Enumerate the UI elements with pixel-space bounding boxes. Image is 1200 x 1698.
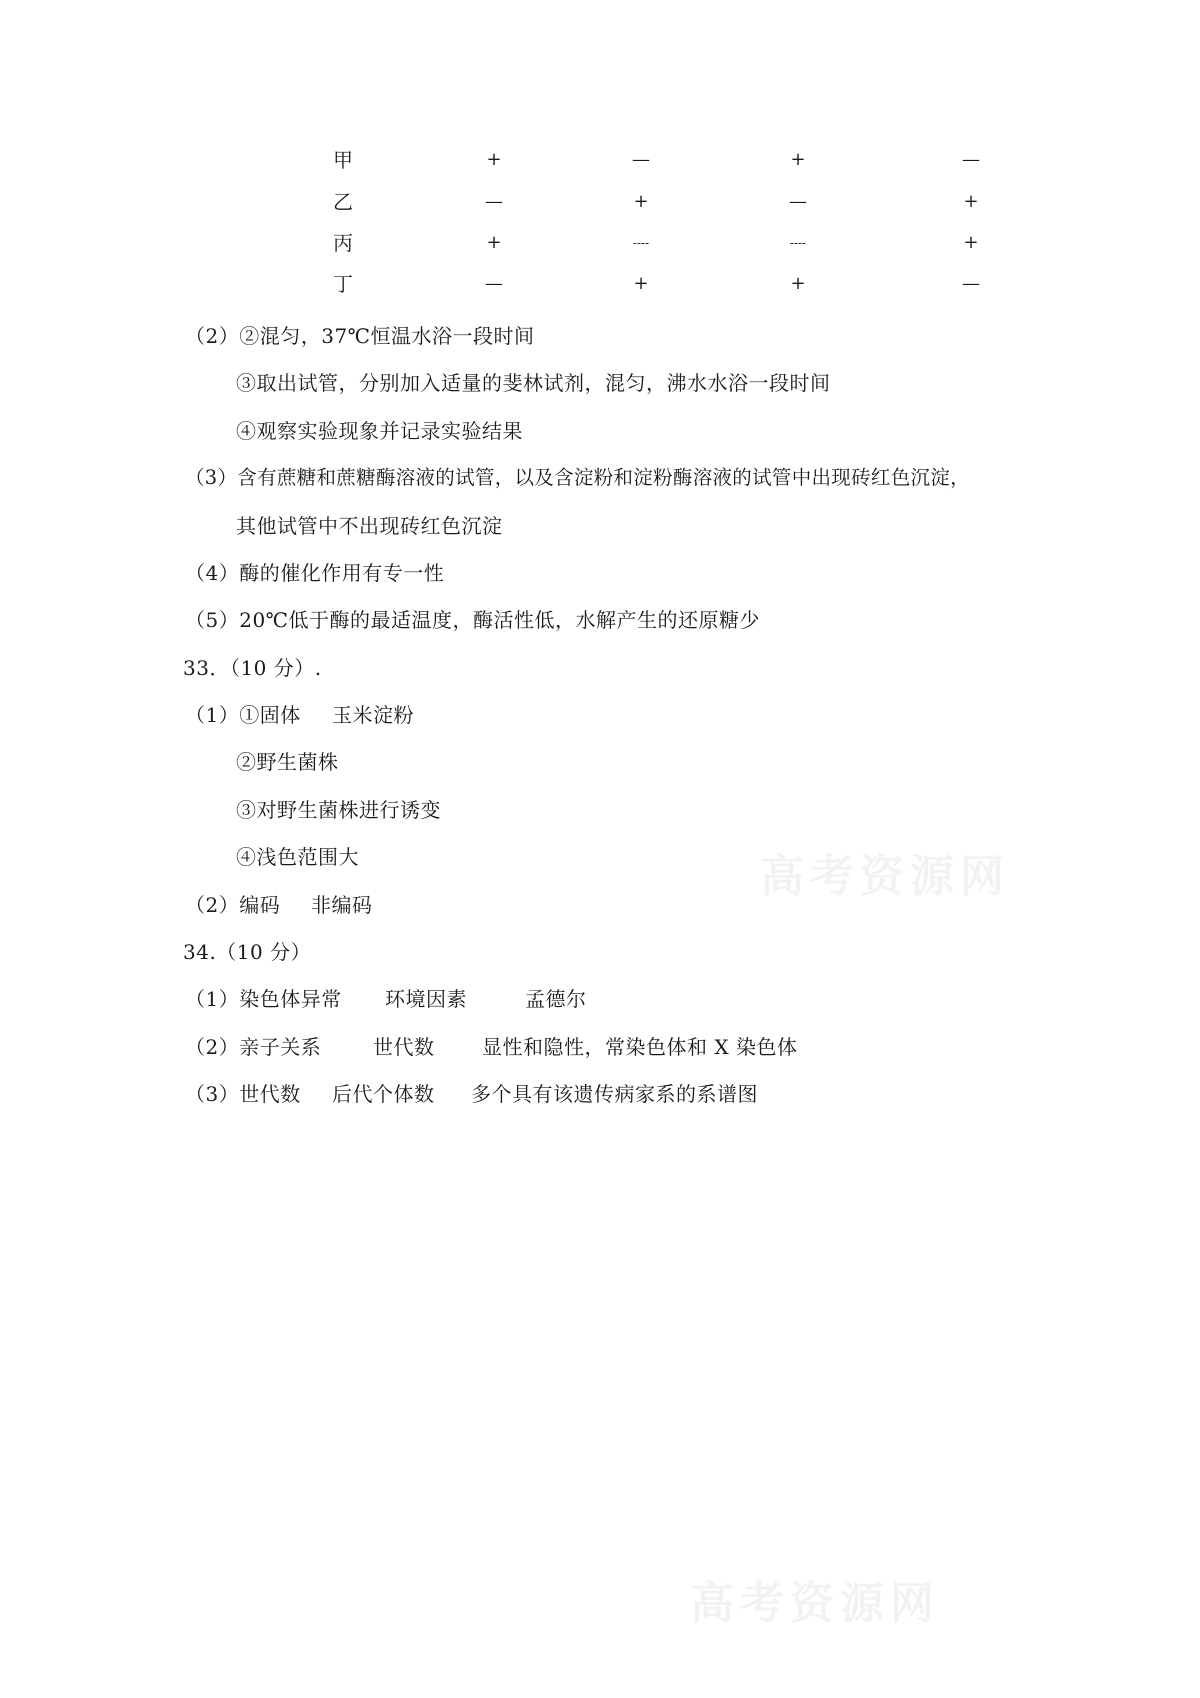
answer-line: ③取出试管，分别加入适量的斐林试剂，混匀，沸水水浴一段时间 xyxy=(236,371,831,395)
table-cell: + xyxy=(486,232,502,253)
table-cell: + xyxy=(790,273,806,294)
answer-term: 后代个体数 xyxy=(332,1082,435,1106)
answer-line: （4）酶的催化作用有专一性 xyxy=(185,561,445,585)
answer-term: 孟德尔 xyxy=(525,987,587,1011)
answer-term: 非编码 xyxy=(311,893,373,917)
answer-line xyxy=(185,983,885,1015)
answer-prefix: （2）编码 xyxy=(185,893,281,917)
answer-term: 显性和隐性，常染色体和 X 染色体 xyxy=(482,1035,798,1059)
answer-line xyxy=(185,699,585,731)
answer-line xyxy=(185,889,585,921)
answer-term: 玉米淀粉 xyxy=(332,703,414,727)
answer-line: ④浅色范围大 xyxy=(236,845,359,869)
table-cell: — xyxy=(962,273,980,294)
table-row xyxy=(0,227,1200,259)
answer-line: ③对野生菌株进行诱变 xyxy=(236,798,441,822)
row-label: 乙 xyxy=(333,190,353,214)
answer-line: ②野生菌株 xyxy=(236,750,339,774)
table-cell: — xyxy=(962,149,980,170)
table-row xyxy=(0,186,1200,218)
answer-line: （2）②混匀，37℃恒温水浴一段时间 xyxy=(185,324,535,348)
table-cell: ---- xyxy=(789,236,807,250)
table-cell: ---- xyxy=(632,236,650,250)
table-cell: — xyxy=(789,191,807,212)
row-label: 丁 xyxy=(333,272,353,296)
watermark: 高考资源网 xyxy=(690,1578,940,1629)
answer-term: 环境因素 xyxy=(385,987,467,1011)
table-cell: + xyxy=(963,232,979,253)
table-cell: — xyxy=(485,273,503,294)
table-cell: — xyxy=(485,191,503,212)
table-cell: + xyxy=(790,149,806,170)
table-cell: + xyxy=(963,191,979,212)
answer-line xyxy=(185,1031,985,1063)
answer-prefix: （1）①固体 xyxy=(185,703,301,727)
answer-line: ④观察实验现象并记录实验结果 xyxy=(236,419,523,443)
table-row xyxy=(0,268,1200,300)
answer-prefix: （2）亲子关系 xyxy=(185,1035,322,1059)
table-cell: — xyxy=(632,149,650,170)
row-label: 甲 xyxy=(333,148,353,172)
answer-line: （5）20℃低于酶的最适温度，酶活性低，水解产生的还原糖少 xyxy=(185,608,761,632)
answer-line: （3）含有蔗糖和蔗糖酶溶液的试管，以及含淀粉和淀粉酶溶液的试管中出现砖红色沉淀， xyxy=(185,466,970,489)
answer-term: 多个具有该遗传病家系的系谱图 xyxy=(471,1082,758,1106)
question-title: 33．（10 分）. xyxy=(183,656,322,680)
question-title: 34.（10 分） xyxy=(183,940,312,964)
row-label: 丙 xyxy=(333,231,353,255)
table-cell: + xyxy=(486,149,502,170)
answer-line: 其他试管中不出现砖红色沉淀 xyxy=(236,514,503,538)
answer-line xyxy=(185,1078,985,1110)
answer-prefix: （3）世代数 xyxy=(185,1082,301,1106)
answer-term: 世代数 xyxy=(373,1035,435,1059)
table-row xyxy=(0,144,1200,176)
answer-prefix: （1）染色体异常 xyxy=(185,987,342,1011)
table-cell: + xyxy=(633,191,649,212)
table-cell: + xyxy=(633,273,649,294)
watermark: 高考资源网 xyxy=(760,851,1010,902)
